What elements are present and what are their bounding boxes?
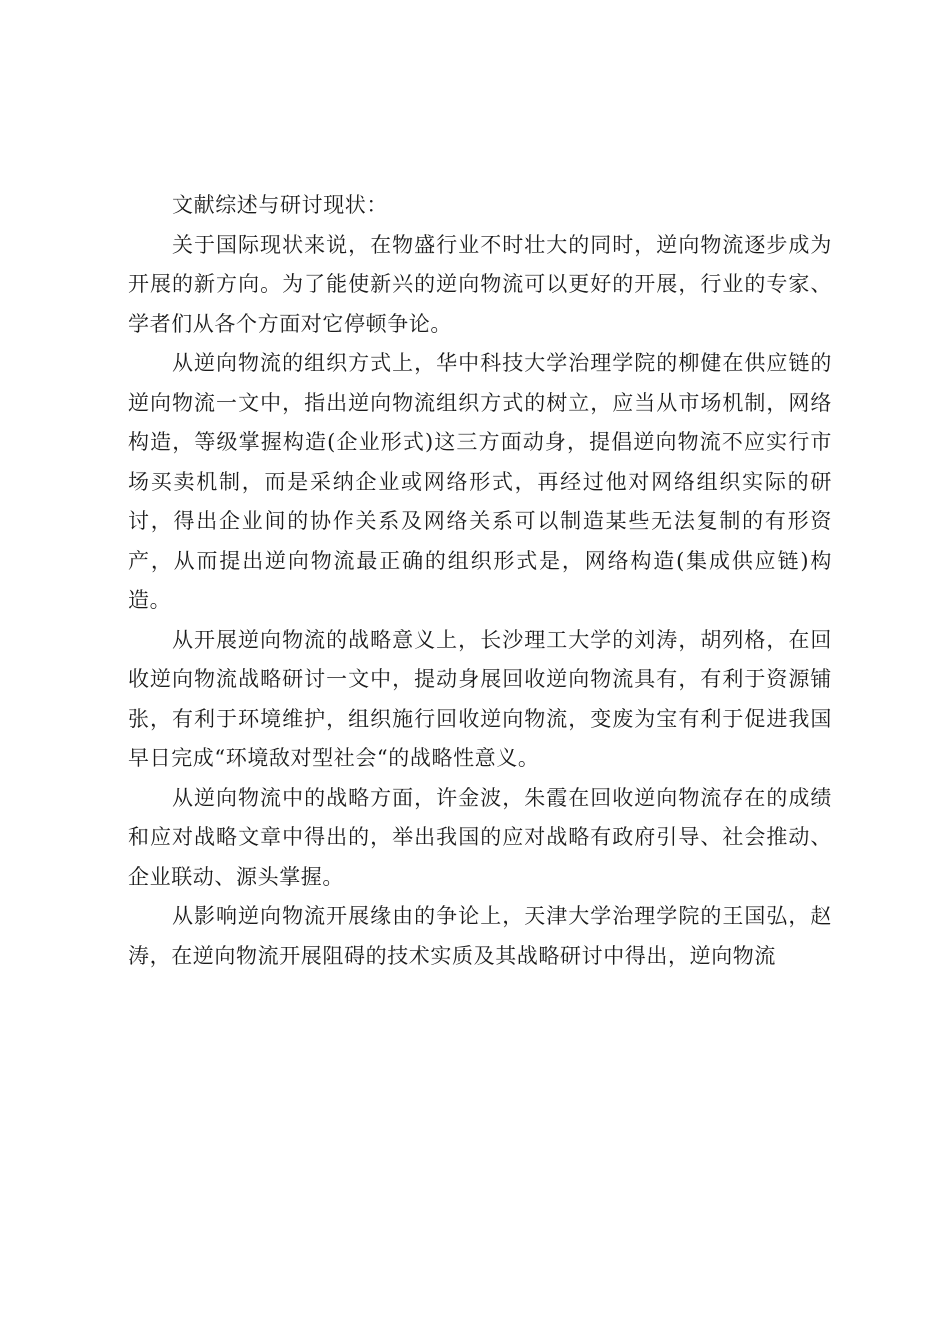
paragraph-obstacles: 从影响逆向物流开展缘由的争论上，天津大学治理学院的王国弘，赵涛，在逆向物流开展阻碍的技术实质及其战略研讨中得出，逆向物流 — [128, 904, 832, 968]
document-body — [128, 186, 832, 976]
paragraph-intro: 关于国际现状来说，在物盛行业不时壮大的同时，逆向物流逐步成为开展的新方向。为了能使新兴的逆向物流可以更好的开展，行业的专家、学者们从各个方面对它停顿争论。 — [128, 232, 832, 336]
section-heading: 文献综述与研讨现状： — [172, 193, 388, 217]
paragraph-strategy: 从逆向物流中的战略方面，许金波，朱霞在回收逆向物流存在的成绩和应对战略文章中得出的，举出我国的应对战略有政府引导、社会推动、企业联动、源头掌握。 — [128, 785, 832, 889]
paragraph-organization: 从逆向物流的组织方式上，华中科技大学治理学院的柳健在供应链的逆向物流一文中，指出逆向物流组织方式的树立，应当从市场机制，网络构造，等级掌握构造(企业形式)这三方面动身，提倡逆向物流不应实行市场买卖机制，而是采纳企业或网络形式，再经过他对网络组织实际的研讨，得出企业间的协作关系及网络关系可以制造某些无法复制的有形资产，从而提出逆向物流最正确的组织形式是，网络构造(集成供应链)构造。 — [128, 351, 832, 612]
paragraph-strategic-significance: 从开展逆向物流的战略意义上，长沙理工大学的刘涛，胡列格，在回收逆向物流战略研讨一文中，提动身展回收逆向物流具有，有利于资源铺张，有利于环境维护，组织施行回收逆向物流，变废为宝有利于促进我国早日完成“环境敌对型社会“的战略性意义。 — [128, 627, 832, 770]
